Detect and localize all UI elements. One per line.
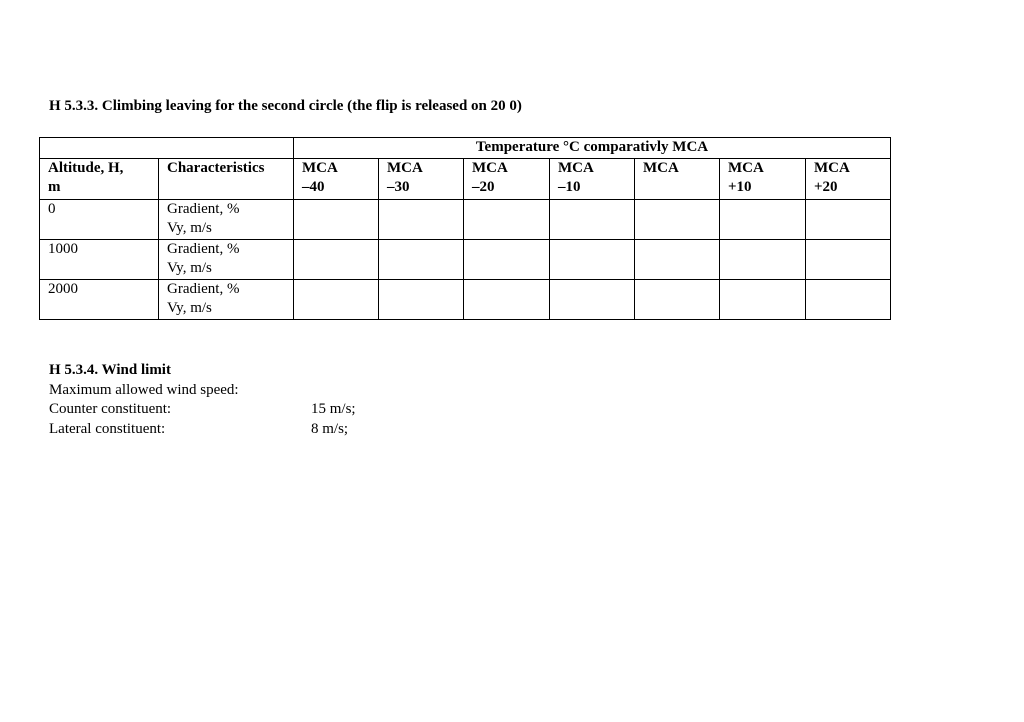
value-cell <box>464 280 550 320</box>
table-header-row <box>40 159 891 200</box>
counter-constituent-row <box>49 400 356 420</box>
value-cell <box>294 200 379 240</box>
lateral-constituent-label: Lateral constituent: <box>49 420 166 437</box>
value-cell <box>294 280 379 320</box>
lateral-constituent-value: 8 m/s; <box>311 420 349 437</box>
wind-limit-section <box>49 361 356 439</box>
value-cell <box>806 280 891 320</box>
wind-section-heading: H 5.3.4. Wind limit <box>49 362 171 378</box>
mca-header-minus10: MCA –10 <box>550 159 635 200</box>
value-cell <box>720 200 806 240</box>
value-cell <box>806 200 891 240</box>
value-cell <box>635 240 720 280</box>
table-row <box>40 280 891 320</box>
counter-constituent-label: Counter constituent: <box>49 401 172 417</box>
value-cell <box>806 240 891 280</box>
table-caption-row <box>40 138 891 159</box>
altitude-cell: 2000 <box>40 280 159 320</box>
empty-corner-cell <box>40 138 294 159</box>
value-cell <box>550 240 635 280</box>
value-cell <box>464 240 550 280</box>
temperature-caption: Temperature °C comparativly MCA <box>294 138 891 159</box>
value-cell <box>550 200 635 240</box>
mca-header-minus40: MCA –40 <box>294 159 379 200</box>
altitude-cell: 0 <box>40 200 159 240</box>
value-cell <box>464 200 550 240</box>
characteristics-cell: Gradient, % Vy, m/s <box>159 200 294 240</box>
value-cell <box>379 280 464 320</box>
value-cell <box>720 240 806 280</box>
mca-header-minus30: MCA –30 <box>379 159 464 200</box>
value-cell <box>550 280 635 320</box>
characteristics-header: Characteristics <box>159 159 294 200</box>
counter-constituent-value: 15 m/s; <box>311 401 356 417</box>
table-row <box>40 200 891 240</box>
value-cell <box>379 240 464 280</box>
altitude-header: Altitude, H, m <box>40 159 159 200</box>
table-row <box>40 240 891 280</box>
altitude-cell: 1000 <box>40 240 159 280</box>
lateral-constituent-row <box>49 420 349 440</box>
mca-header-plus10: MCA +10 <box>720 159 806 200</box>
characteristics-cell: Gradient, % Vy, m/s <box>159 280 294 320</box>
value-cell <box>379 200 464 240</box>
climb-table <box>39 137 891 320</box>
mca-header-minus20: MCA –20 <box>464 159 550 200</box>
characteristics-cell: Gradient, % Vy, m/s <box>159 240 294 280</box>
wind-intro-text: Maximum allowed wind speed: <box>49 381 239 398</box>
value-cell <box>294 240 379 280</box>
value-cell <box>720 280 806 320</box>
value-cell <box>635 200 720 240</box>
climb-section-heading: H 5.3.3. Climbing leaving for the second circle (the flip is released on 20 0) <box>49 98 522 114</box>
mca-header-plus20: MCA +20 <box>806 159 891 200</box>
value-cell <box>635 280 720 320</box>
mca-header-zero: MCA <box>635 159 720 200</box>
